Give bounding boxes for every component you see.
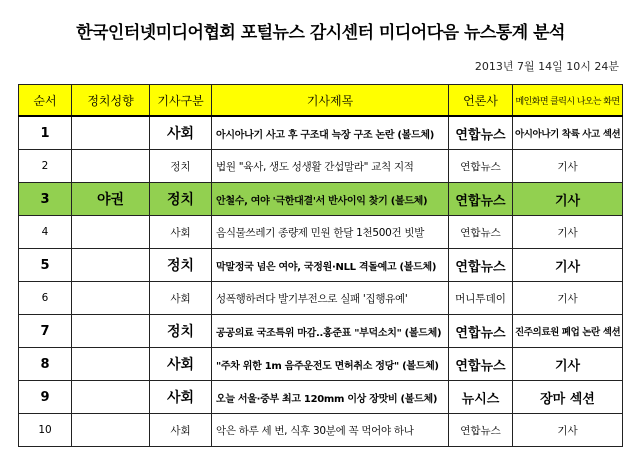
row-category: 사회 bbox=[150, 282, 212, 315]
page-title: 한국인터넷미디어협회 포털뉴스 감시센터 미디어다음 뉴스통계 분석 bbox=[76, 23, 565, 43]
row-screen: 진주의료원 폐업 논란 섹션 bbox=[513, 315, 623, 348]
row-headline: 악은 하루 세 번, 식후 30분에 꼭 먹어야 하나 bbox=[212, 414, 449, 447]
row-number: 6 bbox=[19, 282, 72, 315]
row-category: 사회 bbox=[150, 216, 212, 249]
header-category: 기사구분 bbox=[150, 85, 212, 117]
row-press: 연합뉴스 bbox=[449, 315, 513, 348]
row-screen: 기사 bbox=[513, 414, 623, 447]
row-number: 10 bbox=[19, 414, 72, 447]
row-category: 정치 bbox=[150, 315, 212, 348]
row-tendency bbox=[72, 348, 150, 381]
row-screen: 기사 bbox=[513, 150, 623, 183]
row-category: 사회 bbox=[150, 381, 212, 414]
row-tendency bbox=[72, 381, 150, 414]
table-row bbox=[19, 315, 623, 348]
row-headline: "주차 위한 1m 음주운전도 면허취소 정당" (볼드체) bbox=[212, 348, 449, 381]
table-row bbox=[19, 414, 623, 447]
table-header-row bbox=[19, 85, 623, 117]
row-headline: 공공의료 국조특위 마감..홍준표 "부덕소치" (볼드체) bbox=[212, 315, 449, 348]
row-headline: 법원 "육사, 생도 성생활 간섭말라" 교칙 지적 bbox=[212, 150, 449, 183]
row-number: 2 bbox=[19, 150, 72, 183]
row-category: 사회 bbox=[150, 414, 212, 447]
row-category: 정치 bbox=[150, 150, 212, 183]
row-headline: 오늘 서울·중부 최고 120mm 이상 장맛비 (볼드체) bbox=[212, 381, 449, 414]
table-row bbox=[19, 381, 623, 414]
row-press: 연합뉴스 bbox=[449, 150, 513, 183]
row-number: 7 bbox=[19, 315, 72, 348]
row-headline: 막말정국 넘은 여야, 국정원·NLL 격돌예고 (볼드체) bbox=[212, 249, 449, 282]
row-headline: 안철수, 여야 '극한대결'서 반사이익 찾기 (볼드체) bbox=[212, 183, 449, 216]
row-number: 1 bbox=[19, 116, 72, 150]
header-order: 순서 bbox=[19, 85, 72, 117]
row-screen: 기사 bbox=[513, 348, 623, 381]
table-row bbox=[19, 216, 623, 249]
row-tendency bbox=[72, 282, 150, 315]
row-press: 연합뉴스 bbox=[449, 348, 513, 381]
row-category: 정치 bbox=[150, 249, 212, 282]
row-screen: 아시아나기 착륙 사고 섹션 bbox=[513, 116, 623, 150]
row-number: 4 bbox=[19, 216, 72, 249]
row-screen: 기사 bbox=[513, 183, 623, 216]
table-row bbox=[19, 348, 623, 381]
row-category: 사회 bbox=[150, 116, 212, 150]
row-press: 연합뉴스 bbox=[449, 116, 513, 150]
row-press: 뉴시스 bbox=[449, 381, 513, 414]
table-row-highlighted bbox=[19, 183, 623, 216]
row-tendency bbox=[72, 216, 150, 249]
row-tendency bbox=[72, 315, 150, 348]
row-screen: 기사 bbox=[513, 216, 623, 249]
table-row bbox=[19, 282, 623, 315]
row-tendency bbox=[72, 116, 150, 150]
row-screen: 장마 섹션 bbox=[513, 381, 623, 414]
row-tendency bbox=[72, 249, 150, 282]
row-number: 9 bbox=[19, 381, 72, 414]
row-number: 8 bbox=[19, 348, 72, 381]
header-headline: 기사제목 bbox=[212, 85, 449, 117]
header-screen: 메인화면 클릭시 나오는 화면 bbox=[513, 85, 623, 117]
row-press: 연합뉴스 bbox=[449, 183, 513, 216]
header-tendency: 정치성향 bbox=[72, 85, 150, 117]
timestamp: 2013년 7월 14일 10시 24분 bbox=[474, 60, 619, 73]
row-press: 연합뉴스 bbox=[449, 414, 513, 447]
header-press: 언론사 bbox=[449, 85, 513, 117]
row-category: 정치 bbox=[150, 183, 212, 216]
row-tendency: 야권 bbox=[72, 183, 150, 216]
row-tendency bbox=[72, 414, 150, 447]
row-category: 사회 bbox=[150, 348, 212, 381]
row-tendency bbox=[72, 150, 150, 183]
row-headline: 성폭행하려다 발기부전으로 실패 '집행유예' bbox=[212, 282, 449, 315]
table-row bbox=[19, 150, 623, 183]
row-screen: 기사 bbox=[513, 282, 623, 315]
table-row bbox=[19, 249, 623, 282]
table-row bbox=[19, 116, 623, 150]
row-number: 5 bbox=[19, 249, 72, 282]
row-screen: 기사 bbox=[513, 249, 623, 282]
row-number: 3 bbox=[19, 183, 72, 216]
row-press: 머니투데이 bbox=[449, 282, 513, 315]
row-headline: 음식물쓰레기 종량제 민원 한달 1천500건 빗발 bbox=[212, 216, 449, 249]
row-headline: 아시아나기 사고 후 구조대 늑장 구조 논란 (볼드체) bbox=[212, 116, 449, 150]
row-press: 연합뉴스 bbox=[449, 249, 513, 282]
row-press: 연합뉴스 bbox=[449, 216, 513, 249]
news-stats-table bbox=[18, 84, 623, 447]
